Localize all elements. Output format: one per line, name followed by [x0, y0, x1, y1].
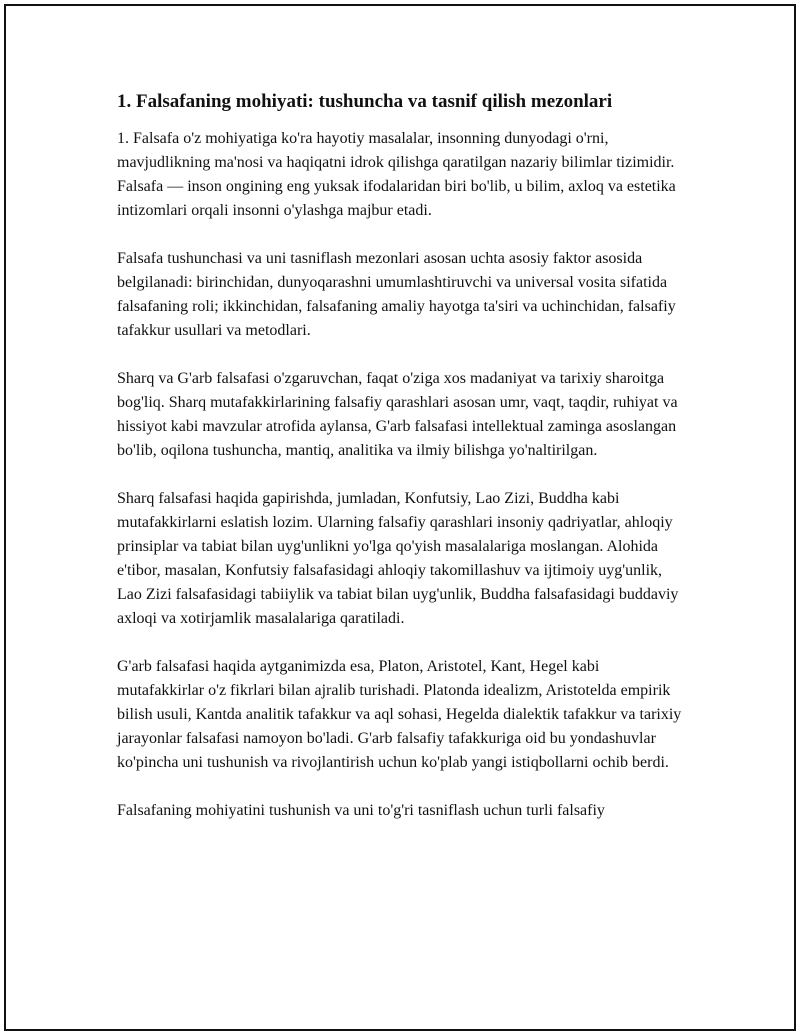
- paragraph-1: 1. Falsafa o'z mohiyatiga ko'ra hayotiy masalalar, insonning dunyodagi o'rni, mavjudlikning ma'nosi va haqiqatni idrok qilishga qaratilgan nazariy bilimlar tizimidir. Falsafa — inson ongining eng yuksak ifodalaridan biri bo'lib, u bilim, axloq va estetika intizomlari orqali insonni o'ylashga majbur etadi.: [117, 130, 676, 219]
- paragraph-3: Sharq va G'arb falsafasi o'zgaruvchan, faqat o'ziga xos madaniyat va tarixiy sharoitga bog'liq. Sharq mutafakkirlarining falsafiy qarashlari asosan umr, vaqt, taqdir, ruhiyat va hissiyot kabi mavzular atrofida aylansa, G'arb falsafasi intellektual zaminga asoslangan bo'lib, oqilona tushuncha, mantiq, analitika va ilmiy bilishga yo'naltirilgan.: [117, 370, 678, 459]
- document-body: [117, 90, 687, 823]
- paragraph-6: Falsafaning mohiyatini tushunish va uni to'g'ri tasniflash uchun turli falsafiy: [117, 802, 605, 819]
- document-heading: 1. Falsafaning mohiyati: tushuncha va tasnif qilish mezonlari: [117, 91, 613, 112]
- paragraph-5: G'arb falsafasi haqida aytganimizda esa, Platon, Aristotel, Kant, Hegel kabi mutafakkirlar o'z fikrlari bilan ajralib turishadi. Platonda idealizm, Aristotelda empirik bilish usuli, Kantda analitik tafakkur va aql sohasi, Hegelda dialektik tafakkur va tarixiy jarayonlar falsafasi namoyon bo'ladi. G'arb falsafiy tafakkuriga oid bu yondashuvlar ko'pincha uni tushunish va rivojlantirish uchun ko'plab yangi istiqbollarni ochib berdi.: [117, 658, 682, 771]
- paragraph-2: Falsafa tushunchasi va uni tasniflash mezonlari asosan uchta asosiy faktor asosida belgilanadi: birinchidan, dunyoqarashni umumlashtiruvchi va universal vosita sifatida falsafaning roli; ikkinchidan, falsafaning amaliy hayotga ta'siri va uchinchidan, falsafiy tafakkur usullari va metodlari.: [117, 250, 676, 339]
- paragraph-4: Sharq falsafasi haqida gapirishda, jumladan, Konfutsiy, Lao Zizi, Buddha kabi mutafakkirlarni eslatish lozim. Ularning falsafiy qarashlari insoniy qadriyatlar, ahloqiy prinsiplar va tabiat bilan uyg'unlikni yo'lga qo'yish masalalariga moslangan. Alohida e'tibor, masalan, Konfutsiy falsafasidagi ahloqiy takomillashuv va ijtimoiy uyg'unlik, Lao Zizi falsafasidagi tabiiylik va tabiat bilan uyg'unlik, Buddha falsafasidagi buddaviy axloqi va xotirjamlik masalalariga qaratiladi.: [117, 490, 679, 627]
